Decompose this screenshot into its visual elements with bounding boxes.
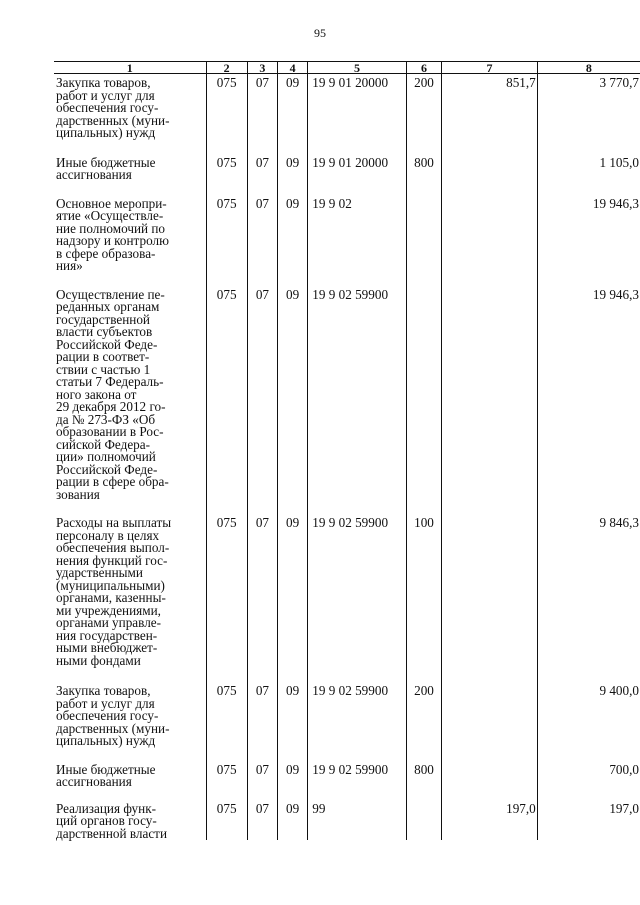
item-name-line: Расходы на выплаты	[56, 515, 172, 530]
cell-ministry: 075	[206, 154, 247, 195]
item-name-line: дарственных (муни-	[56, 720, 170, 736]
cell-expense-type: 200	[406, 682, 441, 761]
cell-expense-type	[406, 195, 441, 286]
cell-target-article: 19 9 02 59900	[308, 761, 407, 800]
cell-target-article: 99	[308, 800, 407, 841]
item-name-line: ние полномочий по	[56, 220, 166, 236]
item-name-line: Закупка товаров,	[56, 683, 151, 698]
item-name-line: статьи 7 Федераль-	[56, 374, 164, 389]
cell-amount-col7	[442, 195, 538, 286]
item-name-line: ции» полномочий	[56, 449, 156, 464]
header-col-7: 7	[442, 62, 538, 74]
cell-subsection: 09	[278, 286, 308, 515]
item-name-line: зования	[56, 486, 100, 502]
item-name-line: в сфере образова-	[56, 245, 156, 261]
cell-amount-col8: 700,0	[537, 761, 640, 800]
item-name-line: Основное меропри-	[56, 195, 167, 211]
cell-amount-col8: 197,0	[537, 800, 640, 841]
item-name-line: ного закона от	[56, 386, 137, 402]
cell-target-article: 19 9 01 20000	[308, 154, 407, 195]
item-name-line: сийской Федера-	[56, 436, 151, 452]
cell-subsection: 09	[278, 195, 308, 286]
cell-item-name	[54, 800, 206, 841]
item-name-line: ятие «Осуществле-	[56, 208, 164, 223]
table-row	[54, 682, 640, 761]
cell-amount-col7	[442, 514, 538, 682]
cell-target-article: 19 9 02 59900	[308, 286, 407, 515]
cell-amount-col8: 9 400,0	[537, 682, 640, 761]
item-name-line: ципальных) нужд	[56, 125, 156, 140]
item-name-line: работ и услуг для	[56, 695, 155, 711]
item-name-line: рации в сфере обра-	[56, 474, 169, 489]
header-col-6: 6	[406, 62, 441, 74]
item-name-line: обеспечения госу-	[56, 100, 159, 115]
cell-section: 07	[247, 74, 277, 154]
item-name-line: власти субъектов	[56, 324, 153, 339]
item-name-line: рации в соответ-	[56, 349, 150, 364]
item-name-line: ассигнования	[56, 167, 132, 182]
table-row	[54, 195, 640, 286]
table-row	[54, 154, 640, 195]
item-name-line: Реализация функ-	[56, 800, 156, 816]
cell-target-article: 19 9 02	[308, 195, 407, 286]
table-row	[54, 74, 640, 154]
cell-target-article: 19 9 02 59900	[308, 682, 407, 761]
cell-item-name	[54, 195, 206, 286]
item-name-line: Иные бюджетные	[56, 154, 156, 170]
cell-ministry: 075	[206, 800, 247, 841]
cell-amount-col7	[442, 682, 538, 761]
cell-item-name	[54, 514, 206, 682]
cell-ministry: 075	[206, 286, 247, 515]
cell-amount-col8: 9 846,3	[537, 514, 640, 682]
cell-expense-type: 800	[406, 761, 441, 800]
cell-subsection: 09	[278, 800, 308, 841]
header-col-2: 2	[206, 62, 247, 74]
cell-expense-type	[406, 800, 441, 841]
table-header-row	[54, 62, 640, 74]
cell-section: 07	[247, 514, 277, 682]
header-col-3: 3	[247, 62, 277, 74]
cell-amount-col7: 197,0	[442, 800, 538, 841]
item-name-line: ными внебюджет-	[56, 640, 158, 655]
cell-amount-col7	[442, 761, 538, 800]
table-body	[54, 74, 640, 841]
item-name-line: обеспечения госу-	[56, 708, 159, 723]
item-name-line: образовании в Рос-	[56, 424, 164, 439]
item-name-line: ния»	[56, 258, 83, 273]
cell-item-name	[54, 761, 206, 800]
header-col-4: 4	[278, 62, 308, 74]
item-name-line: Закупка товаров,	[56, 75, 151, 90]
table-row	[54, 286, 640, 515]
cell-section: 07	[247, 154, 277, 195]
table-row	[54, 800, 640, 841]
cell-amount-col8: 1 105,0	[537, 154, 640, 195]
item-name-line: Иные бюджетные	[56, 761, 156, 777]
budget-table	[54, 61, 640, 840]
cell-section: 07	[247, 682, 277, 761]
cell-item-name	[54, 154, 206, 195]
cell-amount-col8: 19 946,3	[537, 195, 640, 286]
item-name-line: дарственных (муни-	[56, 112, 170, 128]
item-name-line: дарственной власти	[56, 825, 167, 841]
cell-expense-type: 800	[406, 154, 441, 195]
item-name-line: органами, казенны-	[56, 590, 166, 605]
cell-ministry: 075	[206, 195, 247, 286]
item-name-line: ций органов госу-	[56, 813, 157, 828]
page-number: 95	[314, 26, 326, 40]
cell-expense-type: 200	[406, 74, 441, 154]
item-name-line: реданных органам	[56, 299, 160, 314]
header-col-5: 5	[308, 62, 407, 74]
cell-item-name	[54, 74, 206, 154]
item-name-line: ассигнования	[56, 774, 132, 789]
cell-subsection: 09	[278, 761, 308, 800]
cell-ministry: 075	[206, 514, 247, 682]
cell-section: 07	[247, 286, 277, 515]
cell-ministry: 075	[206, 761, 247, 800]
cell-amount-col8: 19 946,3	[537, 286, 640, 515]
cell-amount-col7	[442, 154, 538, 195]
item-name-line: Российской Феде-	[56, 336, 158, 352]
item-name-line: нения функций гос-	[56, 552, 168, 568]
header-col-8: 8	[537, 62, 640, 74]
item-name-line: ципальных) нужд	[56, 733, 156, 748]
item-name-line: органами управле-	[56, 615, 162, 630]
cell-section: 07	[247, 761, 277, 800]
item-name-line: надзору и контролю	[56, 233, 169, 248]
cell-item-name	[54, 682, 206, 761]
cell-amount-col7	[442, 286, 538, 515]
cell-target-article: 19 9 01 20000	[308, 74, 407, 154]
header-col-1: 1	[54, 62, 206, 74]
cell-expense-type: 100	[406, 514, 441, 682]
cell-subsection: 09	[278, 154, 308, 195]
item-name-line: 29 декабря 2012 го-	[56, 399, 166, 414]
cell-expense-type	[406, 286, 441, 515]
item-name-line: ми учреждениями,	[56, 602, 161, 618]
cell-subsection: 09	[278, 682, 308, 761]
cell-amount-col7: 851,7	[442, 74, 538, 154]
item-name-line: персоналу в целях	[56, 527, 160, 543]
item-name-line: ными фондами	[56, 652, 141, 668]
cell-section: 07	[247, 195, 277, 286]
item-name-line: работ и услуг для	[56, 87, 155, 103]
item-name-line: государственной	[56, 311, 150, 327]
item-name-line: (муниципальными)	[56, 577, 165, 593]
item-name-line: обеспечения выпол-	[56, 540, 170, 555]
cell-section: 07	[247, 800, 277, 841]
cell-subsection: 09	[278, 514, 308, 682]
cell-target-article: 19 9 02 59900	[308, 514, 407, 682]
item-name-line: да № 273-ФЗ «Об	[56, 411, 156, 427]
item-name-line: Российской Феде-	[56, 461, 158, 477]
cell-subsection: 09	[278, 74, 308, 154]
cell-ministry: 075	[206, 682, 247, 761]
table-row	[54, 514, 640, 682]
cell-amount-col8: 3 770,7	[537, 74, 640, 154]
item-name-line: ния государствен-	[56, 627, 158, 643]
item-name-line: ударственными	[56, 565, 143, 580]
item-name-line: ствии с частью 1	[56, 361, 151, 377]
table-row	[54, 761, 640, 800]
cell-ministry: 075	[206, 74, 247, 154]
cell-item-name	[54, 286, 206, 515]
item-name-line: Осуществление пе-	[56, 286, 165, 302]
